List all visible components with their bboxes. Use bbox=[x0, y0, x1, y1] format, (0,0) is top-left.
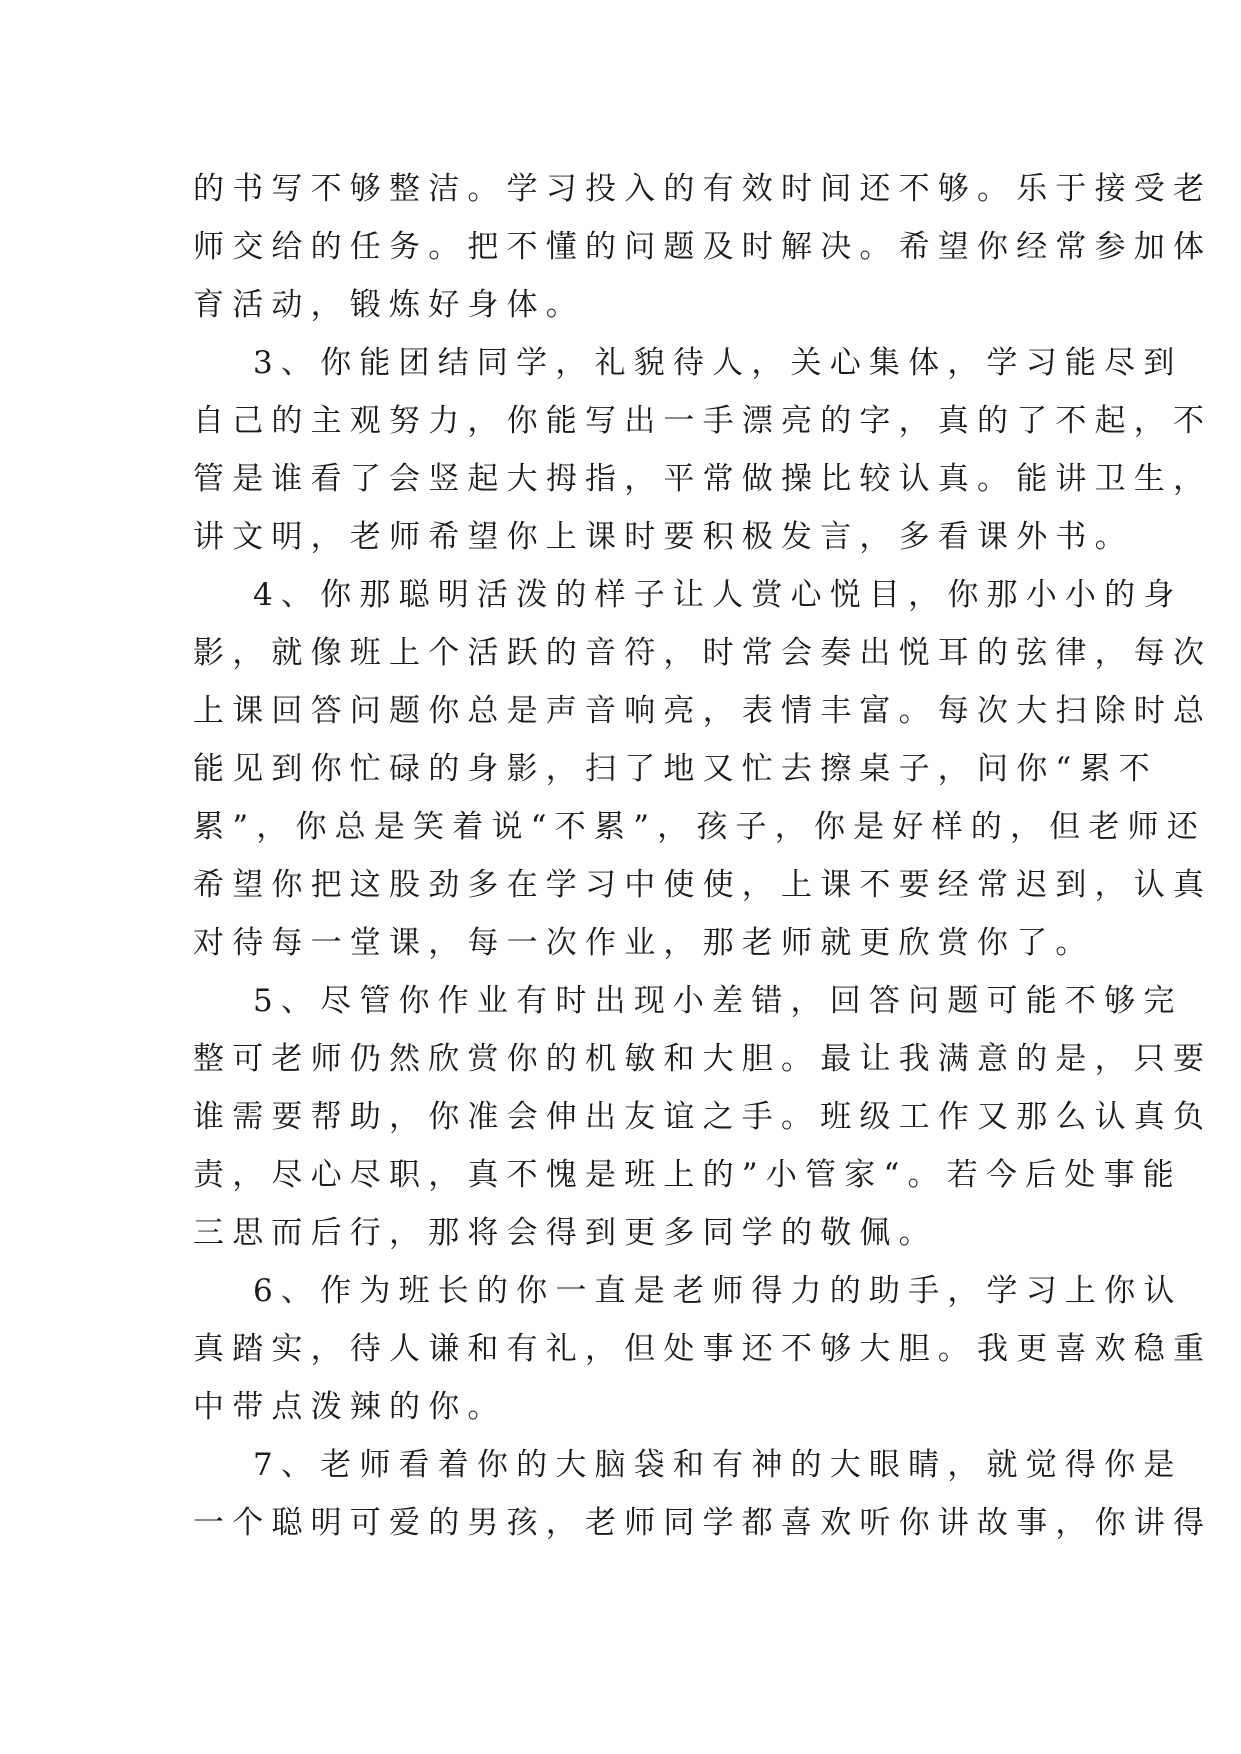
paragraph-6 bbox=[193, 1262, 1213, 1436]
text-line: 5、尽管你作业有时出现小差错，回答问题可能不够完 bbox=[253, 983, 1183, 1019]
text-line: 管是谁看了会竖起大拇指，平常做操比较认真。能讲卫生， bbox=[193, 461, 1213, 497]
paragraph-1 bbox=[193, 160, 1213, 334]
text-line: 讲文明，老师希望你上课时要积极发言，多看课外书。 bbox=[193, 519, 1134, 555]
text-line: 三思而后行，那将会得到更多同学的敬佩。 bbox=[193, 1215, 938, 1251]
paragraph-3 bbox=[193, 334, 1213, 566]
text-line: 影，就像班上个活跃的音符，时常会奏出悦耳的弦律，每次 bbox=[193, 635, 1213, 671]
paragraph-4 bbox=[193, 566, 1213, 972]
text-line: 上课回答问题你总是声音响亮，表情丰富。每次大扫除时总 bbox=[193, 693, 1213, 729]
text-line: 能见到你忙碌的身影，扫了地又忙去擦桌子，问你“累不 bbox=[193, 751, 1158, 787]
text-line: 真踏实，待人谦和有礼，但处事还不够大胆。我更喜欢稳重 bbox=[193, 1331, 1213, 1367]
paragraph-7 bbox=[193, 1436, 1213, 1552]
text-line: 3、你能团结同学，礼貌待人，关心集体，学习能尽到 bbox=[253, 345, 1183, 381]
text-line: 整可老师仍然欣赏你的机敏和大胆。最让我满意的是，只要 bbox=[193, 1041, 1213, 1077]
text-line: 谁需要帮助，你准会伸出友谊之手。班级工作又那么认真负 bbox=[193, 1099, 1213, 1135]
text-line: 希望你把这股劲多在学习中使使，上课不要经常迟到，认真 bbox=[193, 867, 1213, 903]
text-line: 育活动，锻炼好身体。 bbox=[193, 287, 585, 323]
text-line: 责，尽心尽职，真不愧是班上的”小管家“。若今后处事能 bbox=[193, 1157, 1182, 1193]
text-line: 4、你那聪明活泼的样子让人赏心悦目，你那小小的身 bbox=[253, 577, 1183, 613]
text-line: 累”，你总是笑着说“不累”，孩子，你是好样的，但老师还 bbox=[193, 809, 1206, 845]
text-line: 师交给的任务。把不懂的问题及时解决。希望你经常参加体 bbox=[193, 229, 1213, 265]
paragraph-5 bbox=[193, 972, 1213, 1262]
text-line: 自己的主观努力，你能写出一手漂亮的字，真的了不起，不 bbox=[193, 403, 1213, 439]
document-page bbox=[193, 160, 1213, 1552]
text-line: 一个聪明可爱的男孩，老师同学都喜欢听你讲故事，你讲得 bbox=[193, 1505, 1213, 1541]
text-line: 6、作为班长的你一直是老师得力的助手，学习上你认 bbox=[253, 1273, 1183, 1309]
text-line: 中带点泼辣的你。 bbox=[193, 1389, 507, 1425]
text-line: 7、老师看着你的大脑袋和有神的大眼睛，就觉得你是 bbox=[253, 1447, 1183, 1483]
text-line: 的书写不够整洁。学习投入的有效时间还不够。乐于接受老 bbox=[193, 171, 1213, 207]
text-line: 对待每一堂课，每一次作业，那老师就更欣赏你了。 bbox=[193, 925, 1095, 961]
